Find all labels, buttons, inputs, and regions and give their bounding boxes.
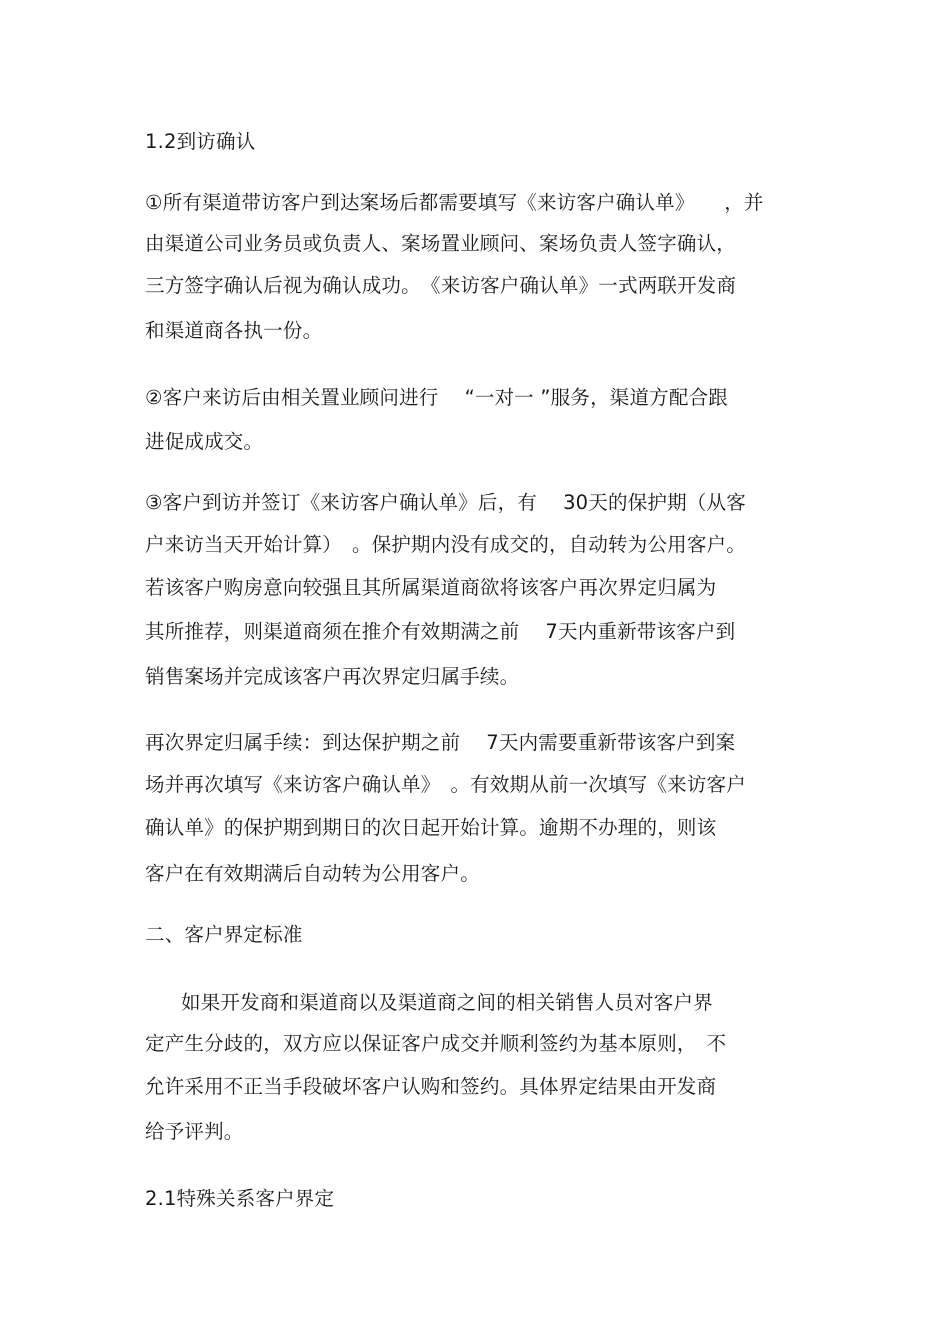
reregistration-line-3: 确认单》的保护期到期日的次日起开始计算。逾期不办理的，则该 xyxy=(145,816,717,839)
item1-line-2: 由渠道公司业务员或负责人、案场置业顾问、案场负责人签字确认， xyxy=(145,232,737,255)
item2-line-2: 进促成成交。 xyxy=(145,430,264,453)
reregistration-line-2: 场并再次填写《来访客户确认单》 。有效期从前一次填写《来访客户 xyxy=(145,773,746,796)
item3-line-3: 若该客户购房意向较强且其所属渠道商欲将该客户再次界定归属为 xyxy=(145,576,717,599)
reregistration-line-4: 客户在有效期满后自动转为公用客户。 xyxy=(145,862,480,885)
item3-line-2: 户来访当天开始计算） 。保护期内没有成交的，自动转为公用客户。 xyxy=(145,533,746,556)
section2-line-1: 如果开发商和渠道商以及渠道商之间的相关销售人员对客户界 xyxy=(181,991,713,1014)
section2-line-4: 给予评判。 xyxy=(145,1120,244,1143)
section2-line-2: 定产生分歧的，双方应以保证客户成交并顺利签约为基本原则， 不 xyxy=(145,1032,727,1055)
item3-line-5: 销售案场并完成该客户再次界定归属手续。 xyxy=(145,665,520,688)
item3-line-1: ③客户到访并签订《来访客户确认单》后，有 30天的保护期（从客 xyxy=(145,491,746,514)
item1-line-3: 三方签字确认后视为确认成功。 《来访客户确认单》一式两联开发商 xyxy=(145,274,737,297)
reregistration-line-1: 再次界定归属手续：到达保护期之前 7天内需要重新带该客户到案 xyxy=(145,731,736,754)
section-heading-2-1: 2.1特殊关系客户界定 xyxy=(145,1187,335,1210)
item2-line-1: ②客户来访后由相关置业顾问进行 “一对一 ”服务，渠道方配合跟 xyxy=(145,386,728,409)
item3-line-4: 其所推荐，则渠道商须在推介有效期满之前 7天内重新带该客户到 xyxy=(145,620,736,643)
section-heading-1-2: 1.2到访确认 xyxy=(145,130,256,153)
item1-line-4: 和渠道商各执一份。 xyxy=(145,319,323,342)
section-heading-2: 二、客户界定标准 xyxy=(145,923,303,946)
section2-line-3: 允许采用不正当手段破坏客户认购和签约。具体界定结果由开发商 xyxy=(145,1075,717,1098)
item1-line-1: ①所有渠道带访客户到达案场后都需要填写《来访客户确认单》 ，并 xyxy=(145,191,764,214)
